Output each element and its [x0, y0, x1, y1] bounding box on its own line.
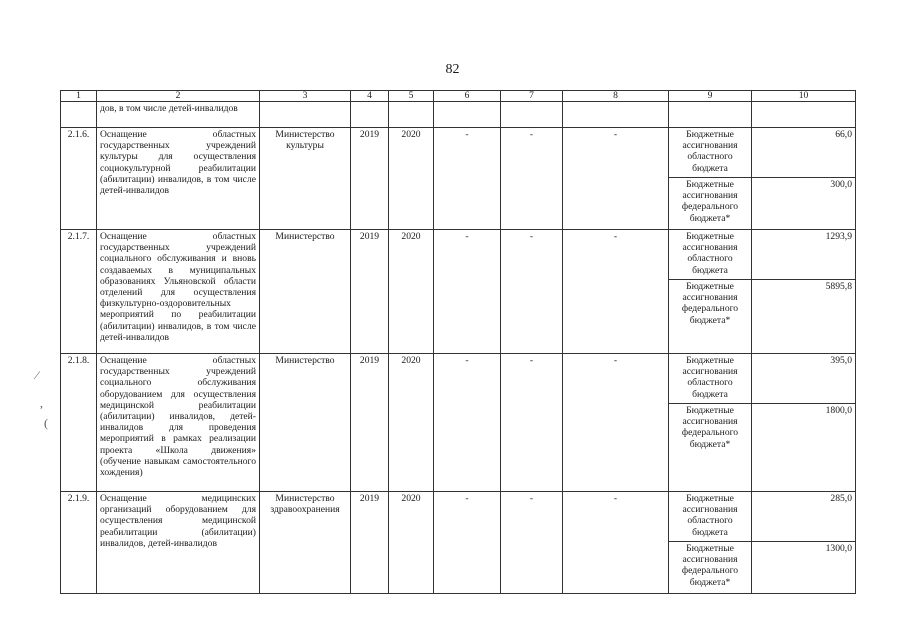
- program-table: [60, 90, 856, 594]
- executor-cell: Министерство: [260, 354, 351, 492]
- scan-artifact-mark: ,: [40, 396, 43, 410]
- source-cell: Бюджетные ассигнования областного бюджета: [669, 354, 752, 404]
- col7-cell: -: [501, 492, 563, 594]
- col7-cell: -: [501, 354, 563, 492]
- executor-cell: Министерство: [260, 230, 351, 354]
- source-cell: [669, 102, 752, 128]
- header-cell: 10: [752, 91, 856, 102]
- num-cell: 2.1.6.: [61, 128, 97, 230]
- header-cell: 2: [97, 91, 260, 102]
- num-cell: 2.1.9.: [61, 492, 97, 594]
- table-row: [61, 492, 856, 542]
- amount-cell: [752, 102, 856, 128]
- executor-cell: Министерство здравоохранения: [260, 492, 351, 594]
- executor-cell: [260, 102, 351, 128]
- description-cell: Оснащение областных государственных учреждений культуры для осуществления социокультурной реабилитации (абилитации) инвалидов, в том числе детей-инвалидов: [97, 128, 260, 230]
- start-cell: 2019: [351, 492, 389, 594]
- scan-artifact-mark: ⁄: [36, 368, 39, 382]
- col8-cell: -: [563, 492, 669, 594]
- table-row: [61, 354, 856, 404]
- executor-cell: Министерство культуры: [260, 128, 351, 230]
- col8-cell: -: [563, 230, 669, 354]
- amount-cell: 1800,0: [752, 404, 856, 492]
- num-cell: 2.1.8.: [61, 354, 97, 492]
- start-cell: 2019: [351, 354, 389, 492]
- header-cell: 3: [260, 91, 351, 102]
- end-cell: 2020: [389, 354, 434, 492]
- num-cell: 2.1.7.: [61, 230, 97, 354]
- col8-cell: -: [563, 128, 669, 230]
- description-cell: дов, в том числе детей-инвалидов: [97, 102, 260, 128]
- col6-cell: -: [434, 230, 501, 354]
- page-number: 82: [445, 62, 460, 77]
- col6-cell: -: [434, 492, 501, 594]
- col7-cell: [501, 102, 563, 128]
- col7-cell: -: [501, 128, 563, 230]
- description-cell: Оснащение областных государственных учреждений социального обслуживания оборудованием для осуществления медицинской реабилитации (абилитации) инвалидов, детей-инвалидов для проведения мероприятий в рамках реализации проекта «Школа движения» (обучение навыкам самостоятельного хождения): [97, 354, 260, 492]
- header-cell: 8: [563, 91, 669, 102]
- col6-cell: -: [434, 128, 501, 230]
- source-cell: Бюджетные ассигнования федерального бюджета*: [669, 178, 752, 230]
- amount-cell: 285,0: [752, 492, 856, 542]
- source-cell: Бюджетные ассигнования областного бюджета: [669, 230, 752, 280]
- end-cell: 2020: [389, 230, 434, 354]
- start-cell: 2019: [351, 230, 389, 354]
- amount-cell: 395,0: [752, 354, 856, 404]
- continuation-row: [61, 102, 856, 128]
- description-cell: Оснащение медицинских организаций оборудованием для осуществления медицинской реабилитации (абилитации) инвалидов, детей-инвалидов: [97, 492, 260, 594]
- amount-cell: 5895,8: [752, 280, 856, 354]
- col6-cell: -: [434, 354, 501, 492]
- scan-artifact-mark: (: [44, 416, 48, 430]
- amount-cell: 300,0: [752, 178, 856, 230]
- header-row: [61, 91, 856, 102]
- source-cell: Бюджетные ассигнования областного бюджета: [669, 492, 752, 542]
- amount-cell: 66,0: [752, 128, 856, 178]
- header-cell: 7: [501, 91, 563, 102]
- header-cell: 4: [351, 91, 389, 102]
- source-cell: Бюджетные ассигнования федерального бюджета*: [669, 280, 752, 354]
- end-cell: 2020: [389, 128, 434, 230]
- table-row: [61, 128, 856, 178]
- col7-cell: -: [501, 230, 563, 354]
- header-cell: 1: [61, 91, 97, 102]
- header-cell: 9: [669, 91, 752, 102]
- start-cell: 2019: [351, 128, 389, 230]
- end-cell: 2020: [389, 492, 434, 594]
- description-cell: Оснащение областных государственных учреждений социального обслуживания и вновь создаваемых в муниципальных образованиях Ульяновской области отделений для осуществления физкультурно-оздоровительных мероприятий по реабилитации (абилитации) инвалидов, в том числе детей-инвалидов: [97, 230, 260, 354]
- col8-cell: [563, 102, 669, 128]
- col8-cell: -: [563, 354, 669, 492]
- source-cell: Бюджетные ассигнования федерального бюджета*: [669, 404, 752, 492]
- source-cell: Бюджетные ассигнования областного бюджета: [669, 128, 752, 178]
- header-cell: 5: [389, 91, 434, 102]
- end-cell: [389, 102, 434, 128]
- amount-cell: 1300,0: [752, 542, 856, 594]
- num-cell: [61, 102, 97, 128]
- table-row: [61, 230, 856, 280]
- amount-cell: 1293,9: [752, 230, 856, 280]
- header-cell: 6: [434, 91, 501, 102]
- source-cell: Бюджетные ассигнования федерального бюджета*: [669, 542, 752, 594]
- col6-cell: [434, 102, 501, 128]
- start-cell: [351, 102, 389, 128]
